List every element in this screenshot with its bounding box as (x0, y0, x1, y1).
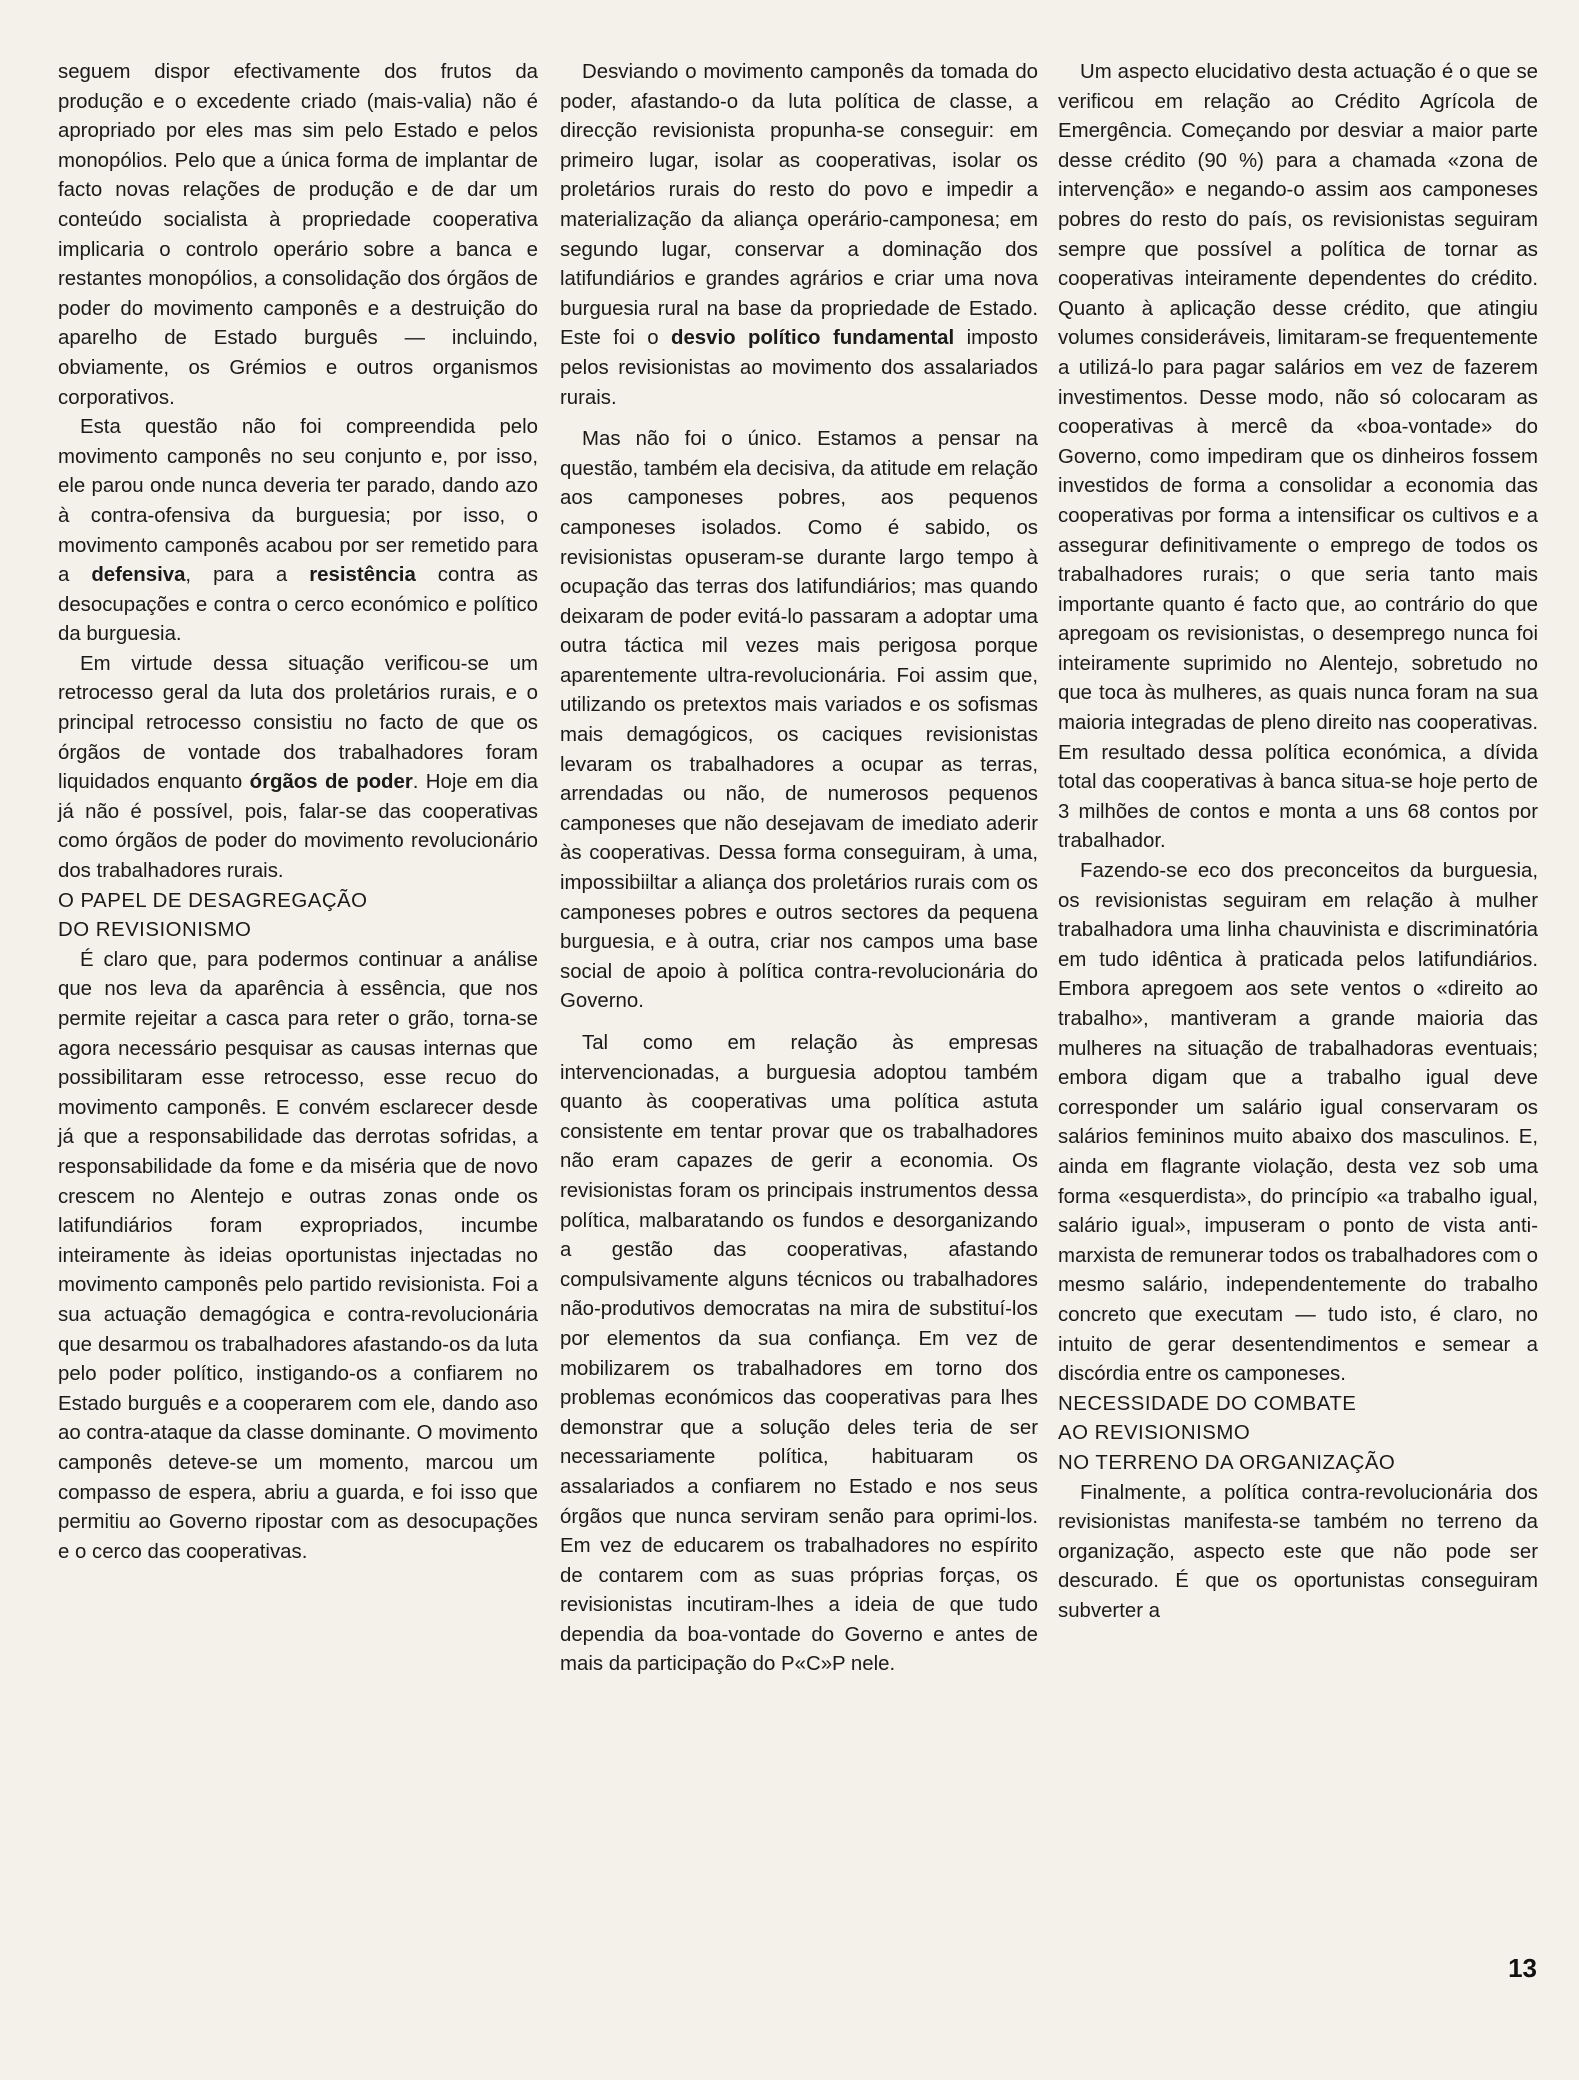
heading-line: NECESSIDADE DO COMBATE (1058, 1392, 1357, 1415)
emphasis-desvio-politico: desvio político fundamental (670, 327, 955, 350)
text-run: Esta questão não foi compreendida pelo movimento camponês no seu conjunto e, por isso, ele parou onde nunca deveria ter parado, dando azo à contra-ofensiva da burguesia; por isso, o movimento camponês acabou por ser remetido para a (58, 416, 538, 587)
heading-line: NO TERRENO DA ORGANIZAÇÃO (1058, 1451, 1396, 1474)
text-run: Em virtude dessa situação verificou-se um retrocesso geral da luta dos proletários rurais, e o principal retrocesso consistiu no facto de que os órgãos de vontade dos trabalhadores foram liquidados enquanto (58, 652, 538, 794)
heading-line: O PAPEL DE DESAGREGAÇÃO (58, 889, 368, 912)
text-column-2 (560, 58, 1038, 1680)
emphasis-orgaos-de-poder: órgãos de poder (249, 771, 413, 794)
section-heading (58, 887, 538, 946)
text-run: , para a (185, 564, 310, 587)
heading-line: AO REVISIONISMO (1058, 1422, 1251, 1445)
paragraph (58, 413, 538, 650)
paragraph (58, 650, 538, 887)
text-run: . Hoje em dia já não é possível, pois, falar-se das cooperativas como órgãos de poder do movimento revolucionário dos trabalhadores rurais. (58, 771, 538, 883)
paragraph: Fazendo-se eco dos preconceitos da burguesia, os revisionistas seguiram em relação à mulher trabalhadora uma linha chauvinista e discriminatória em tudo idêntica à praticada pelos latifundiários. Embora apregoem aos sete ventos o «direito ao trabalho», mantiveram a grande maioria das mulheres na situação de trabalhadoras eventuais; embora digam que a trabalho igual deve corresponder um salário igual conservaram os salários femininos muito abaixo dos masculinos. E, ainda em flagrante violação, desta vez sob uma forma «esquerdista», do princípio «a trabalho igual, salário igual», impuseram o ponto de vista anti-marxista de remunerar todos os trabalhadores com o mesmo salário, independentemente do trabalho concreto que executam — tudo isto, é claro, no intuito de gerar desentendimentos e semear a discórdia entre os camponeses. (1058, 860, 1538, 1386)
paragraph: seguem dispor efectivamente dos frutos da produção e o excedente criado (mais-valia) não é apropriado por eles mas sim pelo Estado e pelos monopólios. Pelo que a única forma de implantar de facto novas relações de produção e de dar um conteúdo socialista à propriedade cooperativa implicaria o controlo operário sobre a banca e restantes monopólios, a consolidação dos órgãos de poder do movimento camponês e a destruição do aparelho de Estado burguês — incluindo, obviamente, os Grémios e outros organismos corporativos. (58, 61, 538, 409)
text-run: imposto pelos revisionistas ao movimento dos assalariados rurais. (560, 327, 1039, 409)
paragraph: Um aspecto elucidativo desta actuação é o que se verificou em relação ao Crédito Agrícola de Emergência. Começando por desviar a maior parte desse crédito (90 %) para a chamada «zona de intervenção» e negando-o assim aos camponeses pobres do resto do país, os revisionistas seguiram sempre que possível a política de tornar as cooperativas inteiramente dependentes do crédito. Quanto à aplicação desse crédito, que atingiu volumes consideráveis, limitaram-se frequentemente a utilizá-lo para pagar salários em vez de fazerem investimentos. Desse modo, não só colocaram as cooperativas à mercê da «boa-vontade» do Governo, como impediram que os dinheiros fossem investidos de forma a consolidar a economia das cooperativas por forma a intensificar os cultivos e a assegurar definitivamente o emprego de todos os trabalhadores rurais; o que seria tanto mais importante quanto é facto que, ao contrário do que apregoam os revisionistas, o desemprego nunca foi inteiramente suprimido no Alentejo, sobretudo no que toca às mulheres, as quais nunca foram na sua maioria integradas de pleno direito nas cooperativas. Em resultado dessa política económica, a dívida total das cooperativas à banca situa-se hoje perto de 3 milhões de contos e monta a uns 68 contos por trabalhador. (1058, 61, 1538, 853)
paragraph: Mas não foi o único. Estamos a pensar na questão, também ela decisiva, da atitude em relação aos camponeses pobres, aos pequenos camponeses isolados. Como é sabido, os revisionistas opuseram-se durante largo tempo à ocupação das terras dos latifundiários; mas quando deixaram de poder evitá-lo passaram a adoptar uma outra táctica mil vezes mais perigosa porque aparentemente ultra-revolucionária. Foi assim que, utilizando os pretextos mais variados e os sofismas mais demagógicos, os caciques revisionistas levaram os trabalhadores a ocupar as terras, arrendadas ou não, de numerosos pequenos camponeses que não desejavam de imediato aderir às cooperativas. Dessa forma conseguiram, à uma, impossibiiltar a aliança dos proletários rurais com os camponeses pobres e outros sectores da pequena burguesia, e à outra, criar nos campos uma base social de apoio à política contra-revolucionária do Governo. (560, 428, 1038, 1013)
paragraph: Finalmente, a política contra-revolucionária dos revisionistas manifesta-se também no terreno da organização, aspecto este que não pode ser descurado. É que os oportunistas conseguiram subverter a (1058, 1481, 1538, 1622)
text-run: contra as desocupações e contra o cerco económico e político da burguesia. (58, 564, 538, 646)
emphasis-defensiva: defensiva (91, 564, 186, 587)
paragraph (560, 58, 1038, 413)
heading-line: DO REVISIONISMO (58, 919, 252, 942)
text-column-3 (1058, 58, 1538, 1626)
paragraph: Tal como em relação às empresas intervencionadas, a burguesia adoptou também quanto às cooperativas uma política astuta consistente em tentar provar que os trabalhadores não eram capazes de gerir a economia. Os revisionistas foram os principais instrumentos dessa política, malbaratando os fundos e desorganizando a gestão das cooperativas, afastando compulsivamente alguns técnicos ou trabalhadores não-produtivos democratas na mira de substituí-los por elementos da sua confiança. Em vez de mobilizarem os trabalhadores em torno dos problemas económicos das cooperativas para lhes demonstrar que a solução deles teria de ser necessariamente política, habituaram os assalariados a confiarem no Estado e nos seus órgãos que nunca serviram senão para oprimi-los. Em vez de educarem os trabalhadores no espírito de contarem com as suas próprias forças, os revisionistas incutiram-lhes a ideia de que tudo dependia da boa-vontade do Governo e antes de mais da participação do P«C»P nele. (560, 1032, 1038, 1676)
page-number: 13 (1508, 1953, 1537, 1983)
text-column-1 (58, 58, 538, 1567)
text-run: Desviando o movimento camponês da tomada do poder, afastando-o da luta política de classe, a direcção revisionista propunha-se conseguir: em primeiro lugar, isolar as cooperativas, isolar os proletários rurais do resto do povo e impedir a materialização da aliança operário-camponesa; em segundo lugar, conservar a dominação dos latifundiários e grandes agrários e criar uma nova burguesia rural na base da propriedade de Estado. Este foi o (560, 61, 1038, 350)
emphasis-resistencia: resistência (309, 564, 416, 587)
section-heading (1058, 1390, 1538, 1479)
paragraph: É claro que, para podermos continuar a análise que nos leva da aparência à essência, que nos permite rejeitar a casca para reter o grão, torna-se agora necessário pesquisar as causas internas que possibilitaram esse retrocesso, esse recuo do movimento camponês. E convém esclarecer desde já que a responsabilidade das derrotas sofridas, a responsabilidade da fome e da miséria que de novo crescem no Alentejo e outras zonas onde os latifundiários foram expropriados, incumbe inteiramente às ideias oportunistas injectadas no movimento camponês pelo partido revisionista. Foi a sua actuação demagógica e contra-revolucionária que desarmou os trabalhadores afastando-os da luta pelo poder político, instigando-os a confiarem no Estado burguês e a cooperarem com ele, dando aso ao contra-ataque da classe dominante. O movimento camponês deteve-se um momento, marcou um compasso de espera, abriu a guarda, e foi isso que permitiu ao Governo ripostar com as desocupações e o cerco das cooperativas. (58, 948, 538, 1563)
